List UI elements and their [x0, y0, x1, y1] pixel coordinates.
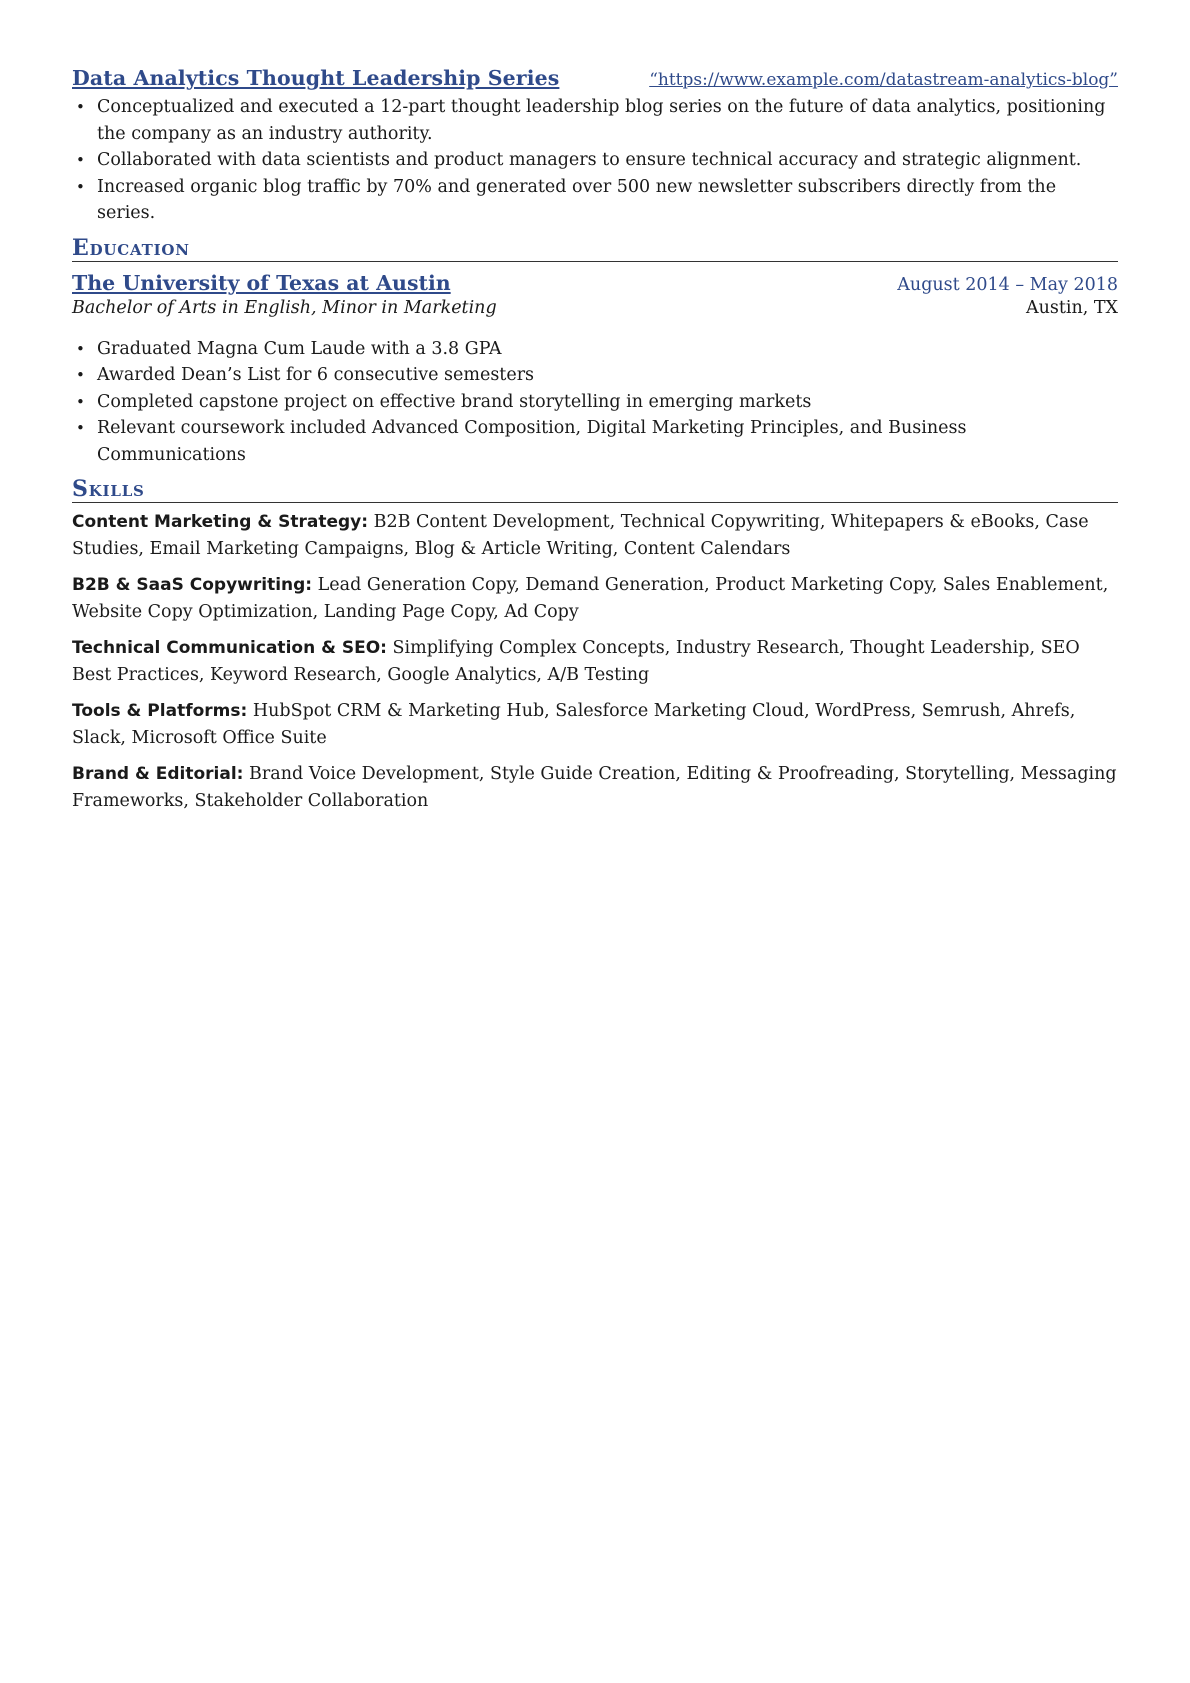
section-divider — [72, 261, 1118, 262]
project-bullet-list — [72, 94, 1118, 227]
education-location: Austin, TX — [1025, 297, 1118, 318]
skill-row — [72, 635, 1118, 688]
list-item: • Conceptualized and executed a 12-part thought leadership blog series on the future of data analytics, positioning the company as an industry authority. — [72, 94, 1118, 147]
list-item: • Awarded Dean’s List for 6 consecutive semesters — [72, 362, 1118, 389]
skill-category-label: Content Marketing & Strategy: — [72, 512, 369, 532]
skills-list — [72, 509, 1118, 814]
skill-values: Lead Generation Copy, Demand Generation, Product Marketing Copy, Sales Enablement, Website Copy Optimization, Landing Page Copy, Ad Copy — [72, 575, 1109, 622]
project-header — [72, 66, 1118, 94]
skill-row — [72, 509, 1118, 562]
list-item: • Relevant coursework included Advanced Composition, Digital Marketing Principles, and Business Communications — [72, 415, 1118, 468]
project-url-link[interactable]: “https://www.example.com/datastream-analytics-blog” — [649, 70, 1118, 90]
section-divider — [72, 502, 1118, 503]
skill-category-label: Brand & Editorial: — [72, 764, 244, 784]
school-name-link[interactable]: The University of Texas at Austin — [72, 270, 451, 295]
skill-values: B2B Content Development, Technical Copywriting, Whitepapers & eBooks, Case Studies, Email Marketing Campaigns, Blog & Article Writing, Content Calendars — [72, 512, 1089, 559]
resume-page — [72, 66, 1118, 814]
skill-row — [72, 698, 1118, 751]
education-subheader — [72, 298, 1118, 324]
skill-row — [72, 572, 1118, 625]
list-item: • Collaborated with data scientists and product managers to ensure technical accuracy and strategic alignment. — [72, 147, 1118, 174]
list-item: • Completed capstone project on effective brand storytelling in emerging markets — [72, 389, 1118, 416]
skill-category-label: Tools & Platforms: — [72, 701, 248, 721]
skill-row — [72, 761, 1118, 814]
list-item: • Graduated Magna Cum Laude with a 3.8 GPA — [72, 336, 1118, 363]
education-bullet-list — [72, 336, 1118, 469]
education-section-title: Education — [72, 234, 190, 261]
list-item: • Increased organic blog traffic by 70% and generated over 500 new newsletter subscribers directly from the series. — [72, 174, 1118, 227]
degree: Bachelor of Arts in English, Minor in Marketing — [72, 297, 497, 318]
education-header — [72, 271, 1118, 298]
skill-category-label: B2B & SaaS Copywriting: — [72, 575, 313, 595]
skills-section-title: Skills — [72, 476, 145, 502]
skill-values: Simplifying Complex Concepts, Industry Research, Thought Leadership, SEO Best Practices, Keyword Research, Google Analytics, A/B Testing — [72, 638, 1080, 685]
education-dates: August 2014 – May 2018 — [897, 274, 1118, 295]
skill-values: Brand Voice Development, Style Guide Creation, Editing & Proofreading, Storytelling, Messaging Frameworks, Stakeholder Collaboration — [72, 764, 1117, 811]
skill-values: HubSpot CRM & Marketing Hub, Salesforce Marketing Cloud, WordPress, Semrush, Ahrefs, Slack, Microsoft Office Suite — [72, 701, 1076, 748]
skill-category-label: Technical Communication & SEO: — [72, 638, 387, 658]
project-title-link[interactable]: Data Analytics Thought Leadership Series — [72, 66, 560, 90]
